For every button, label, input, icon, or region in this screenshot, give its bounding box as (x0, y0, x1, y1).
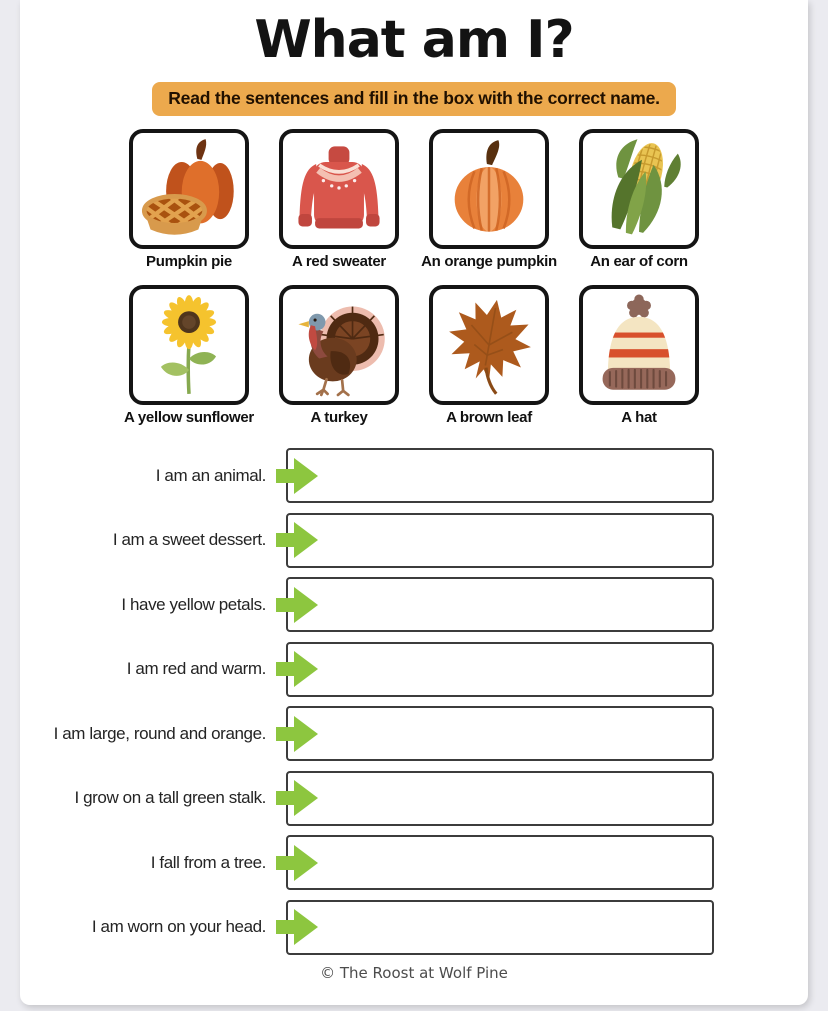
answer-box-5[interactable] (286, 706, 714, 761)
question-row-8 (20, 900, 808, 955)
question-row-6 (20, 771, 808, 826)
question-row-2 (20, 513, 808, 568)
question-row-5 (20, 706, 808, 761)
card-ear-of-corn (564, 129, 714, 270)
arrow-right-icon (276, 650, 318, 688)
card-frame (579, 285, 699, 405)
arrow-right-icon (276, 521, 318, 559)
question-prompt: I am large, round and orange. (53, 723, 266, 743)
card-frame (429, 285, 549, 405)
page-title: What am I? (254, 10, 574, 70)
answer-box-8[interactable] (286, 900, 714, 955)
card-orange-pumpkin (414, 129, 564, 270)
question-row-7 (20, 835, 808, 890)
hat-icon (587, 293, 691, 397)
question-prompt: I grow on a tall green stalk. (74, 788, 266, 807)
card-frame (279, 285, 399, 405)
card-label: An ear of corn (590, 253, 688, 270)
ear-of-corn-icon (587, 137, 691, 241)
card-frame (129, 129, 249, 249)
yellow-sunflower-icon (137, 293, 241, 397)
card-hat (564, 285, 714, 426)
question-prompt: I am an animal. (155, 465, 266, 485)
answer-box-1[interactable] (286, 448, 714, 503)
card-label: A turkey (310, 409, 368, 426)
instruction-banner-wrap (20, 82, 808, 116)
question-prompt: I fall from a tree. (150, 852, 266, 872)
brown-leaf-icon (437, 293, 541, 397)
answer-box-4[interactable] (286, 642, 714, 697)
question-prompt: I am worn on your head. (91, 917, 266, 936)
orange-pumpkin-icon (437, 137, 541, 241)
arrow-right-icon (276, 908, 318, 946)
card-brown-leaf (414, 285, 564, 426)
card-label: A brown leaf (446, 409, 532, 426)
question-list (20, 448, 808, 955)
card-frame (579, 129, 699, 249)
question-prompt: I am a sweet dessert. (112, 530, 266, 549)
card-red-sweater (264, 129, 414, 270)
card-frame (279, 129, 399, 249)
question-row-4 (20, 642, 808, 697)
arrow-right-icon (276, 715, 318, 753)
copyright-footer: © The Roost at Wolf Pine (320, 964, 508, 982)
red-sweater-icon (287, 137, 391, 241)
answer-box-3[interactable] (286, 577, 714, 632)
arrow-right-icon (276, 586, 318, 624)
arrow-right-icon (276, 779, 318, 817)
arrow-right-icon (276, 844, 318, 882)
worksheet-page (20, 0, 808, 1005)
card-label: A red sweater (292, 253, 386, 270)
question-prompt: I am red and warm. (126, 659, 266, 678)
question-row-1 (20, 448, 808, 503)
arrow-right-icon (276, 457, 318, 495)
question-prompt: I have yellow petals. (121, 594, 266, 614)
card-frame (429, 129, 549, 249)
card-label: An orange pumpkin (421, 253, 557, 270)
answer-box-6[interactable] (286, 771, 714, 826)
card-label: A yellow sunflower (124, 409, 254, 426)
card-label: Pumpkin pie (146, 253, 232, 270)
card-turkey (264, 285, 414, 426)
answer-box-2[interactable] (286, 513, 714, 568)
card-yellow-sunflower (114, 285, 264, 426)
question-row-3 (20, 577, 808, 632)
turkey-icon (287, 293, 391, 397)
instruction-banner: Read the sentences and fill in the box with the correct name. (152, 82, 676, 116)
card-frame (129, 285, 249, 405)
answer-box-7[interactable] (286, 835, 714, 890)
picture-card-grid (114, 129, 714, 426)
pumpkin-pie-icon (137, 137, 241, 241)
card-pumpkin-pie (114, 129, 264, 270)
card-label: A hat (621, 409, 657, 426)
